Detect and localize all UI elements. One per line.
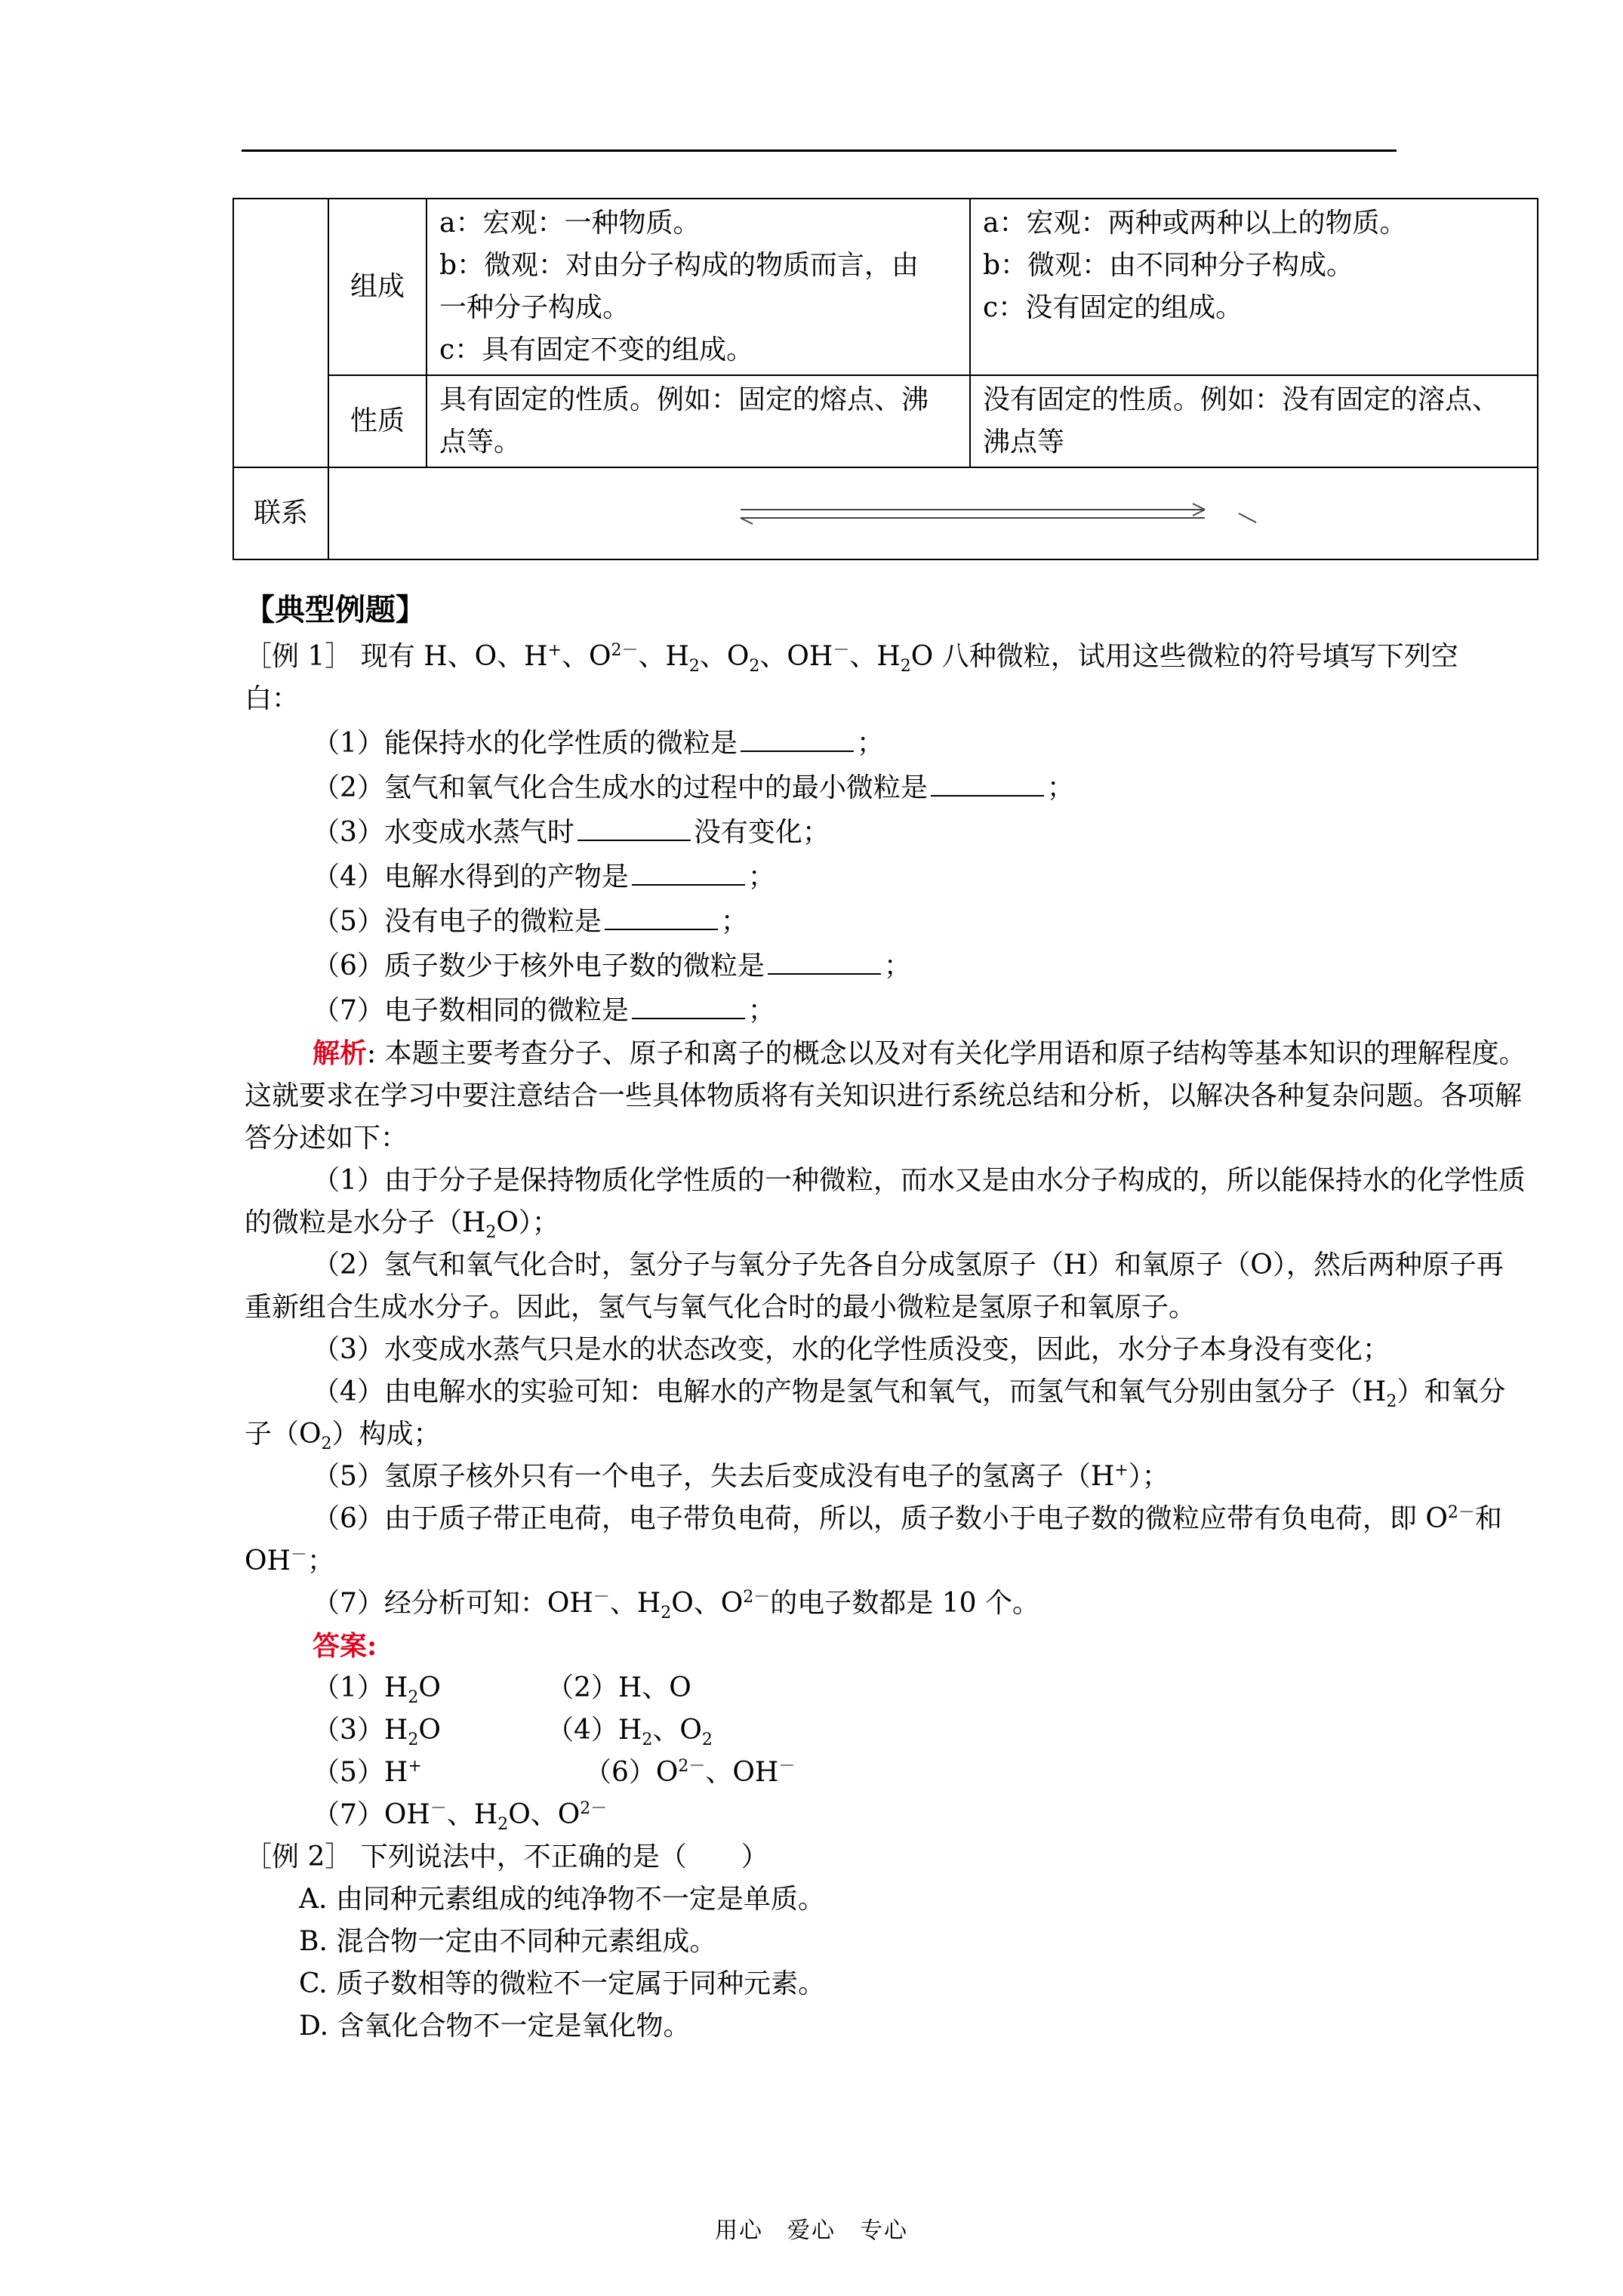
equilibrium-arrows-icon [329,468,1537,559]
question-1: （1）能保持水的化学性质的微粒是 ； [245,720,1528,765]
row-label-relation: 联系 [233,467,328,559]
row-label-properties: 性质 [328,375,427,467]
cell-line: b：微观：由不同种分子构成。 [983,250,1354,281]
row-label-composition: 组成 [328,199,427,375]
cell-line: 点等。 [439,427,522,458]
answer-blank[interactable] [931,765,1044,797]
question-4: （4）电解水得到的产物是 ； [245,854,1528,898]
answer-blank[interactable] [741,720,854,752]
table-blank-cell [233,199,328,467]
mixture-composition-cell [970,199,1538,375]
answer-blank[interactable] [632,854,745,886]
cell-line: a：宏观：一种物质。 [439,208,701,239]
answer-row: （5）H+ $(6)O^{2-}$、OH－ [313,1757,796,1788]
cell-line: 没有固定的性质。例如：没有固定的溶点、 [983,384,1500,415]
page-footer: 用心 爱心 专心 [715,2217,908,2244]
cell-line: b：微观：对由分子构成的物质而言，由 [439,250,919,281]
relation-cell [328,467,1538,559]
header-rule [242,149,1397,152]
example1-intro: ［例 1］ 现有 H、O、H+、$O^{2-}$、$H_2$、$O_2$、OH－、$H_2O$ 八种微粒，试用这些微粒的符号填写下列空 [245,641,1458,676]
cell-line: c：具有固定不变的组成。 [439,334,754,365]
table-row-relation [233,467,1538,559]
section-title: 【典型例题】 [245,592,426,627]
option-b: B. 混合物一定由不同种元素组成。 [299,1926,717,1957]
cell-line: 具有固定的性质。例如：固定的熔点、沸 [439,384,929,415]
answer-blank[interactable] [577,809,691,841]
analysis-5: （5）氢原子核外只有一个电子，失去后变成没有电子的氢离子（H+）； [313,1461,1169,1492]
option-c: C. 质子数相等的微粒不一定属于同种元素。 [299,1968,826,1999]
answer-row: $(3)H_2O$ $(4)H_2$、$O_2$ [313,1715,713,1750]
answer-row: $(1)H_2O$ （2）H、O [313,1672,691,1708]
cell-line: 一种分子构成。 [439,292,630,323]
question-7: （7）电子数相同的微粒是 ； [245,988,1528,1032]
cell-line: 沸点等 [983,427,1065,458]
mixture-properties-cell [970,375,1538,467]
answer-label: 答案: [313,1630,377,1662]
analysis-2: （2）氢气和氧气化合时，氢分子与氧分子先各自分成氢原子（H）和氧原子（O），然后两种原子再重新组合生成水分子。因此，氢气与氧气化合时的最小微粒是氢原子和氧原子。 [245,1250,1504,1323]
comparison-table [233,198,1538,560]
answer-row: （7）OH－、$H_2O$、$O^{2-}$ [313,1799,608,1835]
analysis-6: （6）由于质子带正电荷，电子带负电荷，所以，质子数小于电子数的微粒应带有负电荷，即 $O^{2-}$和 OH－； [245,1503,1502,1576]
option-a: A. 由同种元素组成的纯净物不一定是单质。 [299,1884,825,1915]
table-row-properties [233,375,1538,467]
analysis-label: 解析 [313,1037,368,1069]
option-d: D. 含氧化合物不一定是氧化物。 [299,2011,691,2042]
question-2: （2）氢气和氧气化合生成水的过程中的最小微粒是 ； [245,765,1528,809]
example-content [245,636,1528,2048]
cell-line: c：没有固定的组成。 [983,292,1243,323]
example1-intro-line2: 白： [245,683,300,714]
question-6: （6）质子数少于核外电子数的微粒是 ； [245,943,1528,988]
analysis-3: （3）水变成水蒸气只是水的状态改变，水的化学性质没变，因此，水分子本身没有变化； [313,1334,1390,1365]
pure-composition-cell [427,199,970,375]
question-5: （5）没有电子的微粒是 ； [245,898,1528,943]
analysis-4: （4）由电解水的实验可知：电解水的产物是氢气和氧气，而氢气和氧气分别由氢分子$(H_2)$和氧分子$(O_2)$构成； [245,1376,1506,1454]
answer-blank[interactable] [768,943,881,975]
example2-question: ［例 2］ 下列说法中，不正确的是（ ） [245,1841,768,1872]
pure-properties-cell [427,375,970,467]
analysis-1: （1）由于分子是保持物质化学性质的一种微粒，而水又是由水分子构成的，所以能保持水的化学性质的微粒是水分子$(H_2O)$； [245,1165,1526,1243]
analysis-paragraph: 解析: 本题主要考查分子、原子和离子的概念以及对有关化学用语和原子结构等基本知识的理解程度。这就要求在学习中要注意结合一些具体物质将有关知识进行系统总结和分析，以解决各种复杂问题。各项解答分述如下： [245,1037,1526,1154]
cell-line: a：宏观：两种或两种以上的物质。 [983,208,1407,239]
question-3: （3）水变成水蒸气时 没有变化； [245,809,1528,854]
answer-blank[interactable] [605,898,718,930]
table-row-composition [233,199,1538,375]
answer-blank[interactable] [632,988,745,1019]
analysis-7: （7）经分析可知：OH－、$H_2O$、$O^{2-}$的电子数都是 10 个。 [313,1588,1039,1623]
